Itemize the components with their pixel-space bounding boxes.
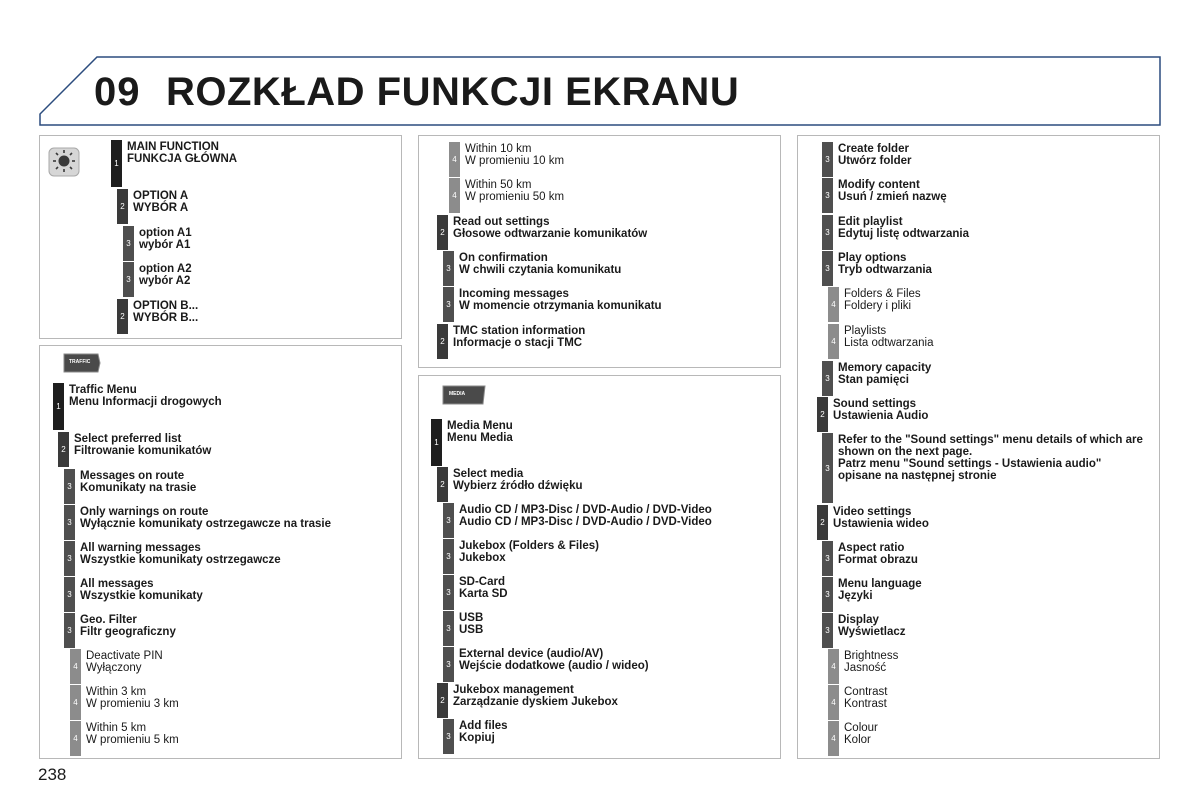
level-marker: 3 xyxy=(443,251,454,286)
entry-line: Edit playlist xyxy=(838,216,903,228)
entry-text xyxy=(828,505,929,540)
entry-text xyxy=(839,287,921,322)
level-marker: 4 xyxy=(828,649,839,684)
menu-entry xyxy=(123,262,192,297)
level-marker: 1 xyxy=(431,419,442,466)
entry-line: USB xyxy=(459,612,484,624)
entry-line: Karta SD xyxy=(459,588,508,600)
menu-entry xyxy=(822,577,922,612)
entry-line: Audio CD / MP3-Disc / DVD-Audio / DVD-Video xyxy=(459,504,712,516)
entry-text xyxy=(833,142,911,177)
entry-line: shown on the next page. xyxy=(838,446,973,458)
entry-text xyxy=(454,539,599,574)
menu-entry xyxy=(70,649,163,684)
entry-line: Foldery i pliki xyxy=(844,300,912,312)
entry-line: Filtrowanie komunikatów xyxy=(74,445,212,457)
level-marker: 3 xyxy=(64,613,75,648)
menu-entry xyxy=(64,469,196,504)
entry-text xyxy=(828,397,928,432)
level-marker: 3 xyxy=(822,215,833,250)
entry-line: Kolor xyxy=(844,734,871,746)
entry-text xyxy=(833,215,969,250)
menu-entry xyxy=(117,299,198,334)
level-marker: 2 xyxy=(117,299,128,334)
entry-line: Patrz menu "Sound settings - Ustawienia audio" xyxy=(838,458,1102,470)
entry-line: wybór A2 xyxy=(139,275,191,287)
entry-text xyxy=(833,613,906,648)
menu-entry xyxy=(443,647,649,682)
menu-entry xyxy=(64,577,203,612)
menu-entry xyxy=(443,611,483,646)
entry-line: Messages on route xyxy=(80,470,185,482)
entry-text xyxy=(81,721,179,756)
entry-line: Komunikaty na trasie xyxy=(80,482,197,494)
entry-line: Refer to the "Sound settings" menu details of which are xyxy=(838,434,1143,446)
entry-line: Zarządzanie dyskiem Jukebox xyxy=(453,696,618,708)
entry-text xyxy=(833,178,947,213)
entry-line: Only warnings on route xyxy=(80,506,209,518)
entry-line: Play options xyxy=(838,252,907,264)
level-marker: 3 xyxy=(443,539,454,574)
entry-line: WYBÓR A xyxy=(133,202,189,214)
page-number: 238 xyxy=(38,765,67,784)
entry-text xyxy=(128,299,198,334)
menu-entry xyxy=(64,613,176,648)
level-marker: 3 xyxy=(64,469,75,504)
level-marker: 1 xyxy=(111,140,122,187)
menu-entry xyxy=(64,541,281,576)
menu-entry xyxy=(443,503,712,538)
entry-line: W chwili czytania komunikatu xyxy=(459,264,622,276)
entry-line: W promieniu 10 km xyxy=(465,155,565,167)
entry-text xyxy=(64,383,222,430)
entry-line: Video settings xyxy=(833,506,912,518)
entry-text xyxy=(839,649,898,684)
entry-line: W momencie otrzymania komunikatu xyxy=(459,300,662,312)
level-marker: 3 xyxy=(123,262,134,297)
menu-entry xyxy=(431,419,513,466)
level-marker: 2 xyxy=(817,505,828,540)
entry-text xyxy=(454,503,712,538)
menu-entry xyxy=(437,215,647,250)
entry-text xyxy=(833,541,918,576)
entry-text xyxy=(839,721,878,756)
entry-line: OPTION B... xyxy=(133,300,199,312)
entry-line: All messages xyxy=(80,578,154,590)
entry-line: Within 5 km xyxy=(86,722,147,734)
menu-entry xyxy=(822,215,969,250)
entry-line: Folders & Files xyxy=(844,288,921,300)
entry-text xyxy=(75,505,331,540)
entry-text xyxy=(448,467,583,502)
entry-line: USB xyxy=(459,624,484,636)
entry-line: Usuń / zmień nazwę xyxy=(838,191,947,203)
menu-entry xyxy=(828,287,921,322)
level-marker: 4 xyxy=(828,721,839,756)
entry-line: Lista odtwarzania xyxy=(844,337,934,349)
entry-line: All warning messages xyxy=(80,542,201,554)
menu-entry xyxy=(53,383,222,430)
media-icon-label: MEDIA xyxy=(449,391,466,397)
level-marker: 3 xyxy=(822,541,833,576)
entry-line: option A2 xyxy=(139,263,192,275)
entry-line: Modify content xyxy=(838,179,920,191)
page-title: ROZKŁAD FUNKCJI EKRANU xyxy=(166,70,740,114)
entry-line: Memory capacity xyxy=(838,362,932,374)
entry-line: Stan pamięci xyxy=(838,374,909,386)
level-marker: 3 xyxy=(443,611,454,646)
entry-text xyxy=(833,577,922,612)
menu-entry xyxy=(443,251,621,286)
menu-entry xyxy=(443,539,599,574)
level-marker: 3 xyxy=(64,577,75,612)
entry-line: Wyłączony xyxy=(86,662,142,674)
chapter-number: 09 xyxy=(94,70,141,114)
entry-text xyxy=(75,469,196,504)
menu-entry xyxy=(828,721,878,756)
entry-line: Ustawienia Audio xyxy=(833,410,929,422)
entry-text xyxy=(448,215,647,250)
level-marker: 3 xyxy=(443,287,454,322)
level-marker: 3 xyxy=(443,719,454,754)
entry-line: Playlists xyxy=(844,325,887,337)
menu-entry xyxy=(822,251,932,286)
entry-line: Create folder xyxy=(838,143,909,155)
level-marker: 2 xyxy=(437,324,448,359)
level-marker: 4 xyxy=(449,178,460,213)
level-marker: 3 xyxy=(822,577,833,612)
entry-line: Geo. Filter xyxy=(80,614,137,626)
entry-line: Wszystkie komunikaty ostrzegawcze xyxy=(80,554,281,566)
menu-entry xyxy=(822,361,931,396)
entry-line: Jukebox management xyxy=(453,684,574,696)
entry-line: Wyłącznie komunikaty ostrzegawcze na trasie xyxy=(80,518,331,530)
entry-line: Wejście dodatkowe (audio / wideo) xyxy=(459,660,649,672)
entry-line: Contrast xyxy=(844,686,888,698)
entry-line: Menu Media xyxy=(447,432,513,444)
entry-text xyxy=(134,226,192,261)
level-marker: 2 xyxy=(437,683,448,718)
entry-text xyxy=(81,685,179,720)
entry-line: Wyświetlacz xyxy=(838,626,906,638)
entry-line: SD-Card xyxy=(459,576,506,588)
level-marker: 4 xyxy=(70,721,81,756)
entry-line: OPTION A xyxy=(133,190,189,202)
menu-entry xyxy=(822,541,918,576)
menu-entry xyxy=(443,719,508,754)
level-marker: 3 xyxy=(443,575,454,610)
entry-text xyxy=(454,719,508,754)
level-marker: 2 xyxy=(437,467,448,502)
level-marker: 3 xyxy=(443,503,454,538)
entry-line: Within 3 km xyxy=(86,686,147,698)
level-marker: 4 xyxy=(449,142,460,177)
entry-line: Wybierz źródło dźwięku xyxy=(453,480,583,492)
level-marker: 2 xyxy=(437,215,448,250)
menu-entry xyxy=(817,397,928,432)
entry-line: TMC station information xyxy=(453,325,586,337)
entry-line: Audio CD / MP3-Disc / DVD-Audio / DVD-Video xyxy=(459,516,712,528)
level-marker: 3 xyxy=(822,251,833,286)
menu-entry xyxy=(822,178,947,213)
media-icon xyxy=(441,384,487,406)
entry-text xyxy=(833,251,932,286)
traffic-icon-label: TRAFFIC xyxy=(69,359,91,365)
entry-text xyxy=(454,647,649,682)
level-marker: 4 xyxy=(70,649,81,684)
entry-line: Media Menu xyxy=(447,420,513,432)
menu-entry xyxy=(822,142,911,177)
level-marker: 3 xyxy=(822,613,833,648)
entry-line: Within 10 km xyxy=(465,143,532,155)
entry-text xyxy=(128,189,188,224)
entry-text xyxy=(134,262,192,297)
level-marker: 3 xyxy=(822,433,833,503)
menu-entry xyxy=(70,685,179,720)
entry-text xyxy=(833,433,1143,503)
level-marker: 4 xyxy=(828,685,839,720)
entry-line: Select media xyxy=(453,468,524,480)
entry-line: On confirmation xyxy=(459,252,548,264)
entry-line: MAIN FUNCTION xyxy=(127,141,219,153)
entry-line: Sound settings xyxy=(833,398,917,410)
level-marker: 3 xyxy=(443,647,454,682)
entry-line: Select preferred list xyxy=(74,433,182,445)
entry-text xyxy=(833,361,931,396)
entry-line: Add files xyxy=(459,720,508,732)
menu-entry xyxy=(58,432,211,467)
entry-line: Display xyxy=(838,614,879,626)
menu-entry xyxy=(443,287,662,322)
entry-line: Traffic Menu xyxy=(69,384,137,396)
entry-line: Brightness xyxy=(844,650,899,662)
menu-entry xyxy=(443,575,508,610)
menu-entry xyxy=(437,683,618,718)
entry-line: Głosowe odtwarzanie komunikatów xyxy=(453,228,648,240)
entry-line: Ustawienia wideo xyxy=(833,518,929,530)
entry-line: External device (audio/AV) xyxy=(459,648,604,660)
entry-line: Read out settings xyxy=(453,216,550,228)
entry-line: opisane na następnej stronie xyxy=(838,470,997,482)
menu-entry xyxy=(437,467,583,502)
entry-text xyxy=(454,611,483,646)
entry-line: Menu Informacji drogowych xyxy=(69,396,222,408)
entry-text xyxy=(448,683,618,718)
entry-text xyxy=(122,140,237,187)
menu-entry xyxy=(64,505,331,540)
entry-line: Języki xyxy=(838,590,873,602)
entry-text xyxy=(442,419,513,466)
level-marker: 2 xyxy=(117,189,128,224)
entry-line: Kontrast xyxy=(844,698,887,710)
level-marker: 4 xyxy=(70,685,81,720)
menu-entry xyxy=(123,226,192,261)
entry-line: Kopiuj xyxy=(459,732,495,744)
entry-line: FUNKCJA GŁÓWNA xyxy=(127,153,238,165)
entry-text xyxy=(454,251,621,286)
level-marker: 3 xyxy=(822,142,833,177)
entry-line: Edytuj listę odtwarzania xyxy=(838,228,969,240)
level-marker: 3 xyxy=(123,226,134,261)
menu-entry xyxy=(828,649,898,684)
entry-line: Aspect ratio xyxy=(838,542,905,554)
entry-text xyxy=(81,649,163,684)
entry-line: Deactivate PIN xyxy=(86,650,163,662)
level-marker: 3 xyxy=(822,361,833,396)
entry-line: Colour xyxy=(844,722,878,734)
level-marker: 2 xyxy=(817,397,828,432)
entry-line: Jukebox xyxy=(459,552,506,564)
menu-entry xyxy=(828,324,934,359)
menu-button-icon xyxy=(48,147,80,177)
entry-text xyxy=(448,324,585,359)
traffic-icon xyxy=(62,352,102,374)
entry-line: Jukebox (Folders & Files) xyxy=(459,540,599,552)
entry-text xyxy=(75,541,281,576)
entry-line: Menu language xyxy=(838,578,922,590)
entry-text xyxy=(454,575,508,610)
entry-line: option A1 xyxy=(139,227,192,239)
entry-line: Incoming messages xyxy=(459,288,569,300)
entry-text xyxy=(69,432,211,467)
entry-line: wybór A1 xyxy=(139,239,191,251)
entry-line: Tryb odtwarzania xyxy=(838,264,932,276)
entry-line: WYBÓR B... xyxy=(133,312,199,324)
level-marker: 3 xyxy=(64,505,75,540)
menu-entry xyxy=(70,721,179,756)
entry-line: Utwórz folder xyxy=(838,155,912,167)
menu-entry xyxy=(828,685,887,720)
entry-line: Jasność xyxy=(844,662,887,674)
entry-line: Format obrazu xyxy=(838,554,918,566)
entry-line: W promieniu 3 km xyxy=(86,698,179,710)
entry-text xyxy=(460,142,564,177)
entry-text xyxy=(839,324,934,359)
level-marker: 2 xyxy=(58,432,69,467)
menu-entry xyxy=(117,189,188,224)
entry-text xyxy=(75,613,176,648)
menu-entry xyxy=(817,505,929,540)
level-marker: 4 xyxy=(828,324,839,359)
level-marker: 3 xyxy=(64,541,75,576)
menu-entry xyxy=(449,178,564,213)
level-marker: 4 xyxy=(828,287,839,322)
menu-entry xyxy=(822,613,906,648)
level-marker: 3 xyxy=(822,178,833,213)
entry-line: W promieniu 50 km xyxy=(465,191,565,203)
menu-entry xyxy=(822,433,1143,503)
menu-entry xyxy=(437,324,585,359)
entry-line: Within 50 km xyxy=(465,179,532,191)
entry-line: Informacje o stacji TMC xyxy=(453,337,583,349)
entry-text xyxy=(75,577,203,612)
entry-text xyxy=(460,178,564,213)
entry-text xyxy=(454,287,662,322)
entry-text xyxy=(839,685,887,720)
entry-line: W promieniu 5 km xyxy=(86,734,179,746)
level-marker: 1 xyxy=(53,383,64,430)
menu-entry xyxy=(449,142,564,177)
entry-line: Filtr geograficzny xyxy=(80,626,176,638)
entry-line: Wszystkie komunikaty xyxy=(80,590,203,602)
menu-entry xyxy=(111,140,237,187)
